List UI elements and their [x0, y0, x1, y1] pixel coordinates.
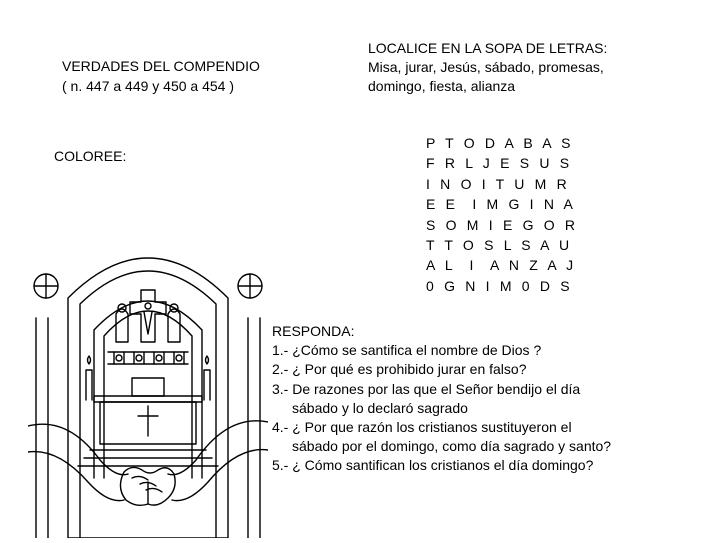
document-title — [62, 56, 260, 96]
question-item-continuation: sábado por el domingo, como día sagrado y santo? — [292, 438, 612, 455]
grid-row: T T O S L S A U — [426, 237, 573, 254]
instruction-line-1: LOCALICE EN LA SOPA DE LETRAS: — [368, 40, 608, 56]
instruction-line-2: Misa, jurar, Jesús, sábado, promesas, — [368, 59, 604, 75]
question-item: 1.- ¿Cómo se santifica el nombre de Dios ? — [272, 342, 542, 359]
grid-row: P T O D A B A S — [426, 135, 574, 151]
word-search-grid — [426, 133, 578, 296]
grid-row: F R L J E S U S — [426, 155, 573, 172]
question-item: 3.- De razones por las que el Señor bendijo el día — [272, 380, 581, 397]
title-line-1: VERDADES DEL COMPENDIO — [62, 58, 260, 74]
question-item: 5.- ¿ Cómo santifican los cristianos el día domingo? — [272, 457, 594, 474]
word-search-instructions — [368, 39, 607, 96]
questions-heading: RESPONDA: — [272, 323, 355, 339]
question-item-continuation: sábado y lo declaró sagrado — [292, 399, 468, 416]
coloring-label: COLOREE: — [54, 148, 127, 164]
questions-section — [272, 322, 611, 476]
question-item: 4.- ¿ Por que razón los cristianos sustituyeron el — [272, 419, 572, 436]
grid-row: A L I A N Z A J — [426, 257, 577, 274]
church-altar-with-clasped-hands-drawing-icon — [28, 238, 268, 538]
church-altar-hands-illustration — [28, 238, 268, 543]
question-item: 2.- ¿ Por qué es prohibido jurar en falso? — [272, 361, 527, 378]
grid-row: E E I M G I N A — [426, 196, 576, 213]
instruction-line-3: domingo, fiesta, alianza — [368, 78, 516, 94]
title-line-2: ( n. 447 a 449 y 450 a 454 ) — [62, 78, 235, 94]
grid-row: S O M I E G O R — [426, 216, 579, 233]
grid-row: 0 G N I M 0 D S — [426, 277, 573, 294]
grid-row: I N O I T U M R — [426, 175, 570, 192]
